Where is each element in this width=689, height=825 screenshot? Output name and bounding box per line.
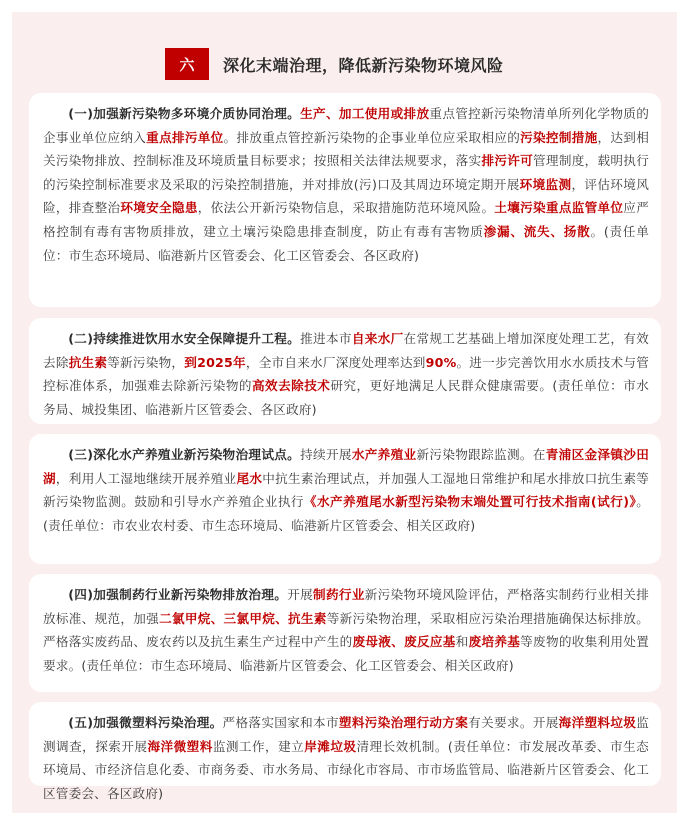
body-text: 等新污染物治理，采取相应污染治理措施确保达标排放。严格落实废药品、废农药以及抗生素生产过程中产生的 — [43, 610, 649, 650]
body-text: 监测调查，探索开展 — [43, 715, 649, 754]
measure-card-3 — [29, 434, 661, 564]
body-text: 新污染物环境风险评估，严格落实制药行业相关排放标准、规范，加强 — [43, 587, 649, 626]
measure-card-2 — [29, 318, 661, 424]
highlight-text: 环境监测 — [519, 176, 572, 192]
highlight-text: 废培养基 — [468, 634, 521, 650]
measure-paragraph — [43, 711, 649, 805]
body-text: 在常规工艺基础上增加深度处理工艺，有效去除 — [43, 331, 649, 370]
body-text: 应严格控制有毒有害物质排放，建立土壤污染隐患排查制度，防止有毒有害物质 — [43, 200, 649, 239]
body-text: 推进本市 — [300, 331, 352, 346]
article-page — [12, 12, 677, 813]
body-text: 等废物的收集利用处置要求。(责任单位：市生态环境局、临港新片区管委会、化工区管委会、相关区政府) — [43, 634, 650, 673]
body-text: 。排放重点管控新污染物的企事业单位应采取相应的 — [223, 129, 521, 145]
highlight-text: 环境安全隐患 — [120, 200, 198, 216]
highlight-text: 生产、加工使用或排放 — [300, 106, 430, 121]
measure-heading: (一)加强新污染物多环境介质协同治理。 — [68, 106, 301, 121]
body-text: 。(责任单位：市生态环境局、临港新片区管委会、化工区管委会、各区政府) — [43, 223, 649, 263]
body-text: 研究，更好地满足人民群众健康需要。(责任单位：市水务局、城投集团、临港新片区管委会、各区政府) — [43, 378, 649, 417]
body-text: 等新污染物， — [107, 354, 185, 370]
body-text: 。进一步完善饮用水水质技术与管控标准体系，加强难去除新污染物的 — [43, 354, 649, 394]
measure-heading: (五)加强微塑料污染治理。 — [68, 715, 223, 730]
measure-heading: (二)持续推进饮用水安全保障提升工程。 — [68, 331, 301, 346]
body-text: ，利用人工湿地继续开展养殖业 — [55, 470, 237, 486]
body-text: ，达到相关污染物排放、控制标准及环境质量目标要求；按照相关法律法规要求，落实 — [43, 129, 649, 169]
highlight-text: 排污许可 — [481, 153, 534, 169]
highlight-text: 土壤污染重点监管单位 — [494, 200, 624, 216]
highlight-text: 海洋塑料垃圾 — [558, 715, 637, 730]
highlight-text: 90% — [425, 354, 457, 370]
highlight-text: 岸滩垃圾 — [304, 738, 357, 754]
body-text: 重点管控新污染物清单所列化学物质的企事业单位应纳入 — [43, 106, 650, 145]
body-text: ，评估环境风险，排查整治 — [43, 176, 649, 216]
measure-card-4 — [29, 574, 661, 692]
highlight-text: 高效去除技术 — [252, 378, 331, 394]
highlight-text: 海洋微塑料 — [147, 738, 213, 754]
highlight-text: 废母液、废反应基 — [352, 634, 456, 650]
highlight-text: 污染控制措施 — [520, 129, 598, 145]
body-text: 和 — [455, 634, 469, 650]
body-text: 。(责任单位：市农业农村委、市生态环境局、临港新片区管委会、相关区政府) — [43, 494, 649, 533]
measure-heading: (四)加强制药行业新污染物排放治理。 — [68, 587, 288, 602]
section-number-badge: 六 — [165, 48, 209, 80]
section-header — [165, 48, 504, 80]
body-text: 新污染物跟踪监测。在 — [416, 447, 546, 462]
body-text: 开展 — [287, 587, 314, 602]
highlight-text: 制药行业 — [313, 587, 365, 602]
measure-paragraph — [43, 102, 649, 267]
highlight-text: 到2025年 — [184, 354, 246, 370]
body-text: 管理制度，载明执行的污染控制标准要求及采取的污染控制措施，并对排放(污)口及其周边环境定期开展 — [43, 153, 649, 192]
highlight-text: 水产养殖业 — [351, 447, 417, 462]
body-text: 严格落实国家和本市 — [222, 715, 339, 730]
measure-paragraph — [43, 327, 649, 421]
body-text: 清理长效机制。(责任单位：市发展改革委、市生态环境局、市经济信息化委、市商务委、市水务局、市绿化市容局、市市场监管局、临港新片区管委会、化工区管委会、各区政府) — [43, 738, 649, 801]
body-text: 有关要求。开展 — [468, 715, 559, 730]
measure-heading: (三)深化水产养殖业新污染物治理试点。 — [68, 447, 301, 462]
body-text: ，依法公开新污染物信息，采取措施防范环境风险。 — [197, 200, 495, 216]
highlight-text: 青浦区金泽镇沙田湖 — [43, 447, 650, 486]
highlight-text: 渗漏、流失、扬散 — [483, 223, 591, 239]
measure-paragraph — [43, 583, 649, 677]
body-text: ，全市自来水厂深度处理率达到 — [245, 354, 426, 370]
body-text: 监测工作，建立 — [212, 738, 305, 754]
section-title: 深化末端治理，降低新污染物环境风险 — [223, 55, 504, 75]
highlight-text: 二氯甲烷、三氯甲烷、抗生素 — [159, 610, 327, 626]
measure-card-5 — [29, 702, 661, 801]
body-text: 中抗生素治理试点，并加强人工湿地日常维护和尾水排放口抗生素等新污染物监测。鼓励和引导水产养殖企业执行 — [43, 470, 650, 510]
measure-paragraph — [43, 443, 649, 537]
highlight-text: 塑料污染治理行动方案 — [338, 715, 469, 730]
highlight-text: 抗生素 — [68, 354, 108, 370]
highlight-text: 自来水厂 — [351, 331, 404, 346]
measure-card-1 — [29, 93, 661, 307]
body-text: 持续开展 — [300, 447, 352, 462]
highlight-text: 重点排污单位 — [146, 129, 224, 145]
highlight-text: 《水产养殖尾水新型污染物末端处置可行技术指南(试行)》 — [303, 494, 637, 510]
highlight-text: 尾水 — [236, 470, 263, 486]
